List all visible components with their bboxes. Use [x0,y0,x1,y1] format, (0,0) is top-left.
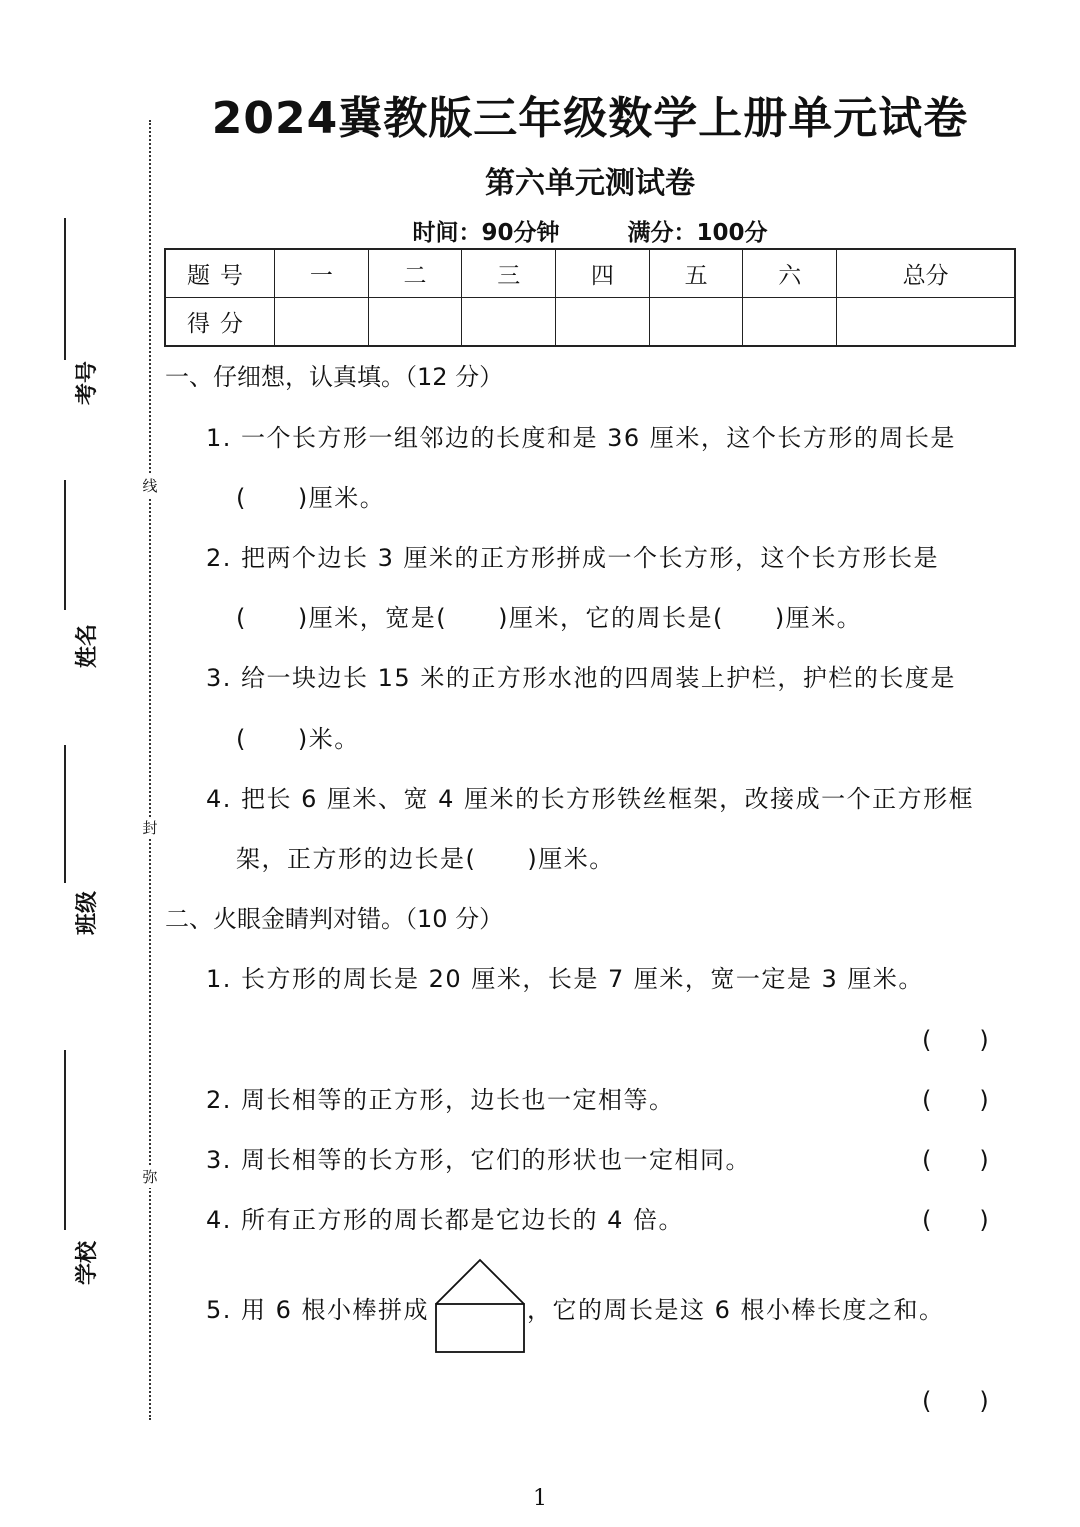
score-input-cell[interactable] [649,298,743,347]
section2-heading: 二、火眼金睛判对错。（10 分） [165,905,504,933]
house-roof [436,1260,524,1304]
s2-q1: 1. 长方形的周长是 20 厘米，长是 7 厘米，宽一定是 3 厘米。 [206,965,924,993]
table-cell: 四 [556,249,650,298]
s1-q1-line1: 1. 一个长方形一组邻边的长度和是 36 厘米，这个长方形的周长是 [206,424,956,452]
table-cell: 五 [649,249,743,298]
s2-q5-start: 5. 用 6 根小棒拼成 [206,1296,430,1324]
table-cell: 得分 [165,298,275,347]
house-figure [434,1258,526,1354]
house-body [436,1304,524,1352]
exam-number-line [64,218,66,360]
score-input-cell[interactable] [743,298,837,347]
score-input-cell[interactable] [368,298,462,347]
s1-q3-line1: 3. 给一块边长 15 米的正方形水池的四周装上护栏，护栏的长度是 [206,664,956,692]
s2-q4-answer[interactable]: ( ) [922,1206,989,1234]
section1-heading: 一、仔细想，认真填。（12 分） [165,363,504,391]
s2-q2: 2. 周长相等的正方形，边长也一定相等。 [206,1086,675,1114]
table-cell: 一 [275,249,369,298]
school-line [64,1050,66,1230]
score-table-header-row [165,249,1015,298]
table-cell: 二 [368,249,462,298]
score-input-cell[interactable] [462,298,556,347]
page-number: 1 [533,1486,547,1511]
page-title: 2024冀教版三年级数学上册单元试卷 [211,93,969,144]
score-input-cell[interactable] [275,298,369,347]
exam-number-label: 考号 [75,360,100,405]
full-score: 满分：100分 [627,220,768,246]
s1-q2-line2[interactable]: ( )厘米，宽是( )厘米，它的周长是( )厘米。 [236,604,863,632]
score-table [164,248,1016,347]
s1-q4-line1: 4. 把长 6 厘米、宽 4 厘米的长方形铁丝框架，改接成一个正方形框 [206,785,975,813]
s2-q1-answer[interactable]: ( ) [922,1026,989,1054]
exam-meta [165,214,1015,247]
page-subtitle: 第六单元测试卷 [485,166,695,201]
table-cell: 总分 [837,249,1015,298]
cut-mark-bind: 弥 [140,1166,160,1188]
name-line [64,480,66,610]
s2-q5-answer[interactable]: ( ) [922,1387,989,1415]
s2-q3-answer[interactable]: ( ) [922,1146,989,1174]
score-table-score-row [165,298,1015,347]
cut-mark-seal: 封 [140,817,160,839]
cut-mark-line: 线 [140,475,160,497]
class-line [64,745,66,883]
table-cell: 三 [462,249,556,298]
score-input-cell[interactable] [837,298,1015,347]
table-cell: 六 [743,249,837,298]
name-label: 姓名 [75,623,100,668]
s2-q5-end: ，它的周长是这 6 根小棒长度之和。 [527,1296,945,1324]
s1-q3-line2[interactable]: ( )米。 [236,725,360,753]
s2-q4: 4. 所有正方形的周长都是它边长的 4 倍。 [206,1206,685,1234]
s1-q1-line2[interactable]: ( )厘米。 [236,484,386,512]
binding-dotted-line [149,120,151,1420]
s1-q4-line2[interactable]: 架，正方形的边长是( )厘米。 [236,845,615,873]
s2-q2-answer[interactable]: ( ) [922,1086,989,1114]
class-label: 班级 [75,890,100,935]
score-input-cell[interactable] [556,298,650,347]
s1-q2-line1: 2. 把两个边长 3 厘米的正方形拼成一个长方形，这个长方形长是 [206,544,940,572]
s2-q3: 3. 周长相等的长方形，它们的形状也一定相同。 [206,1146,752,1174]
table-cell: 题号 [165,249,275,298]
time-limit: 时间：90分钟 [412,220,560,246]
school-label: 学校 [75,1240,100,1285]
